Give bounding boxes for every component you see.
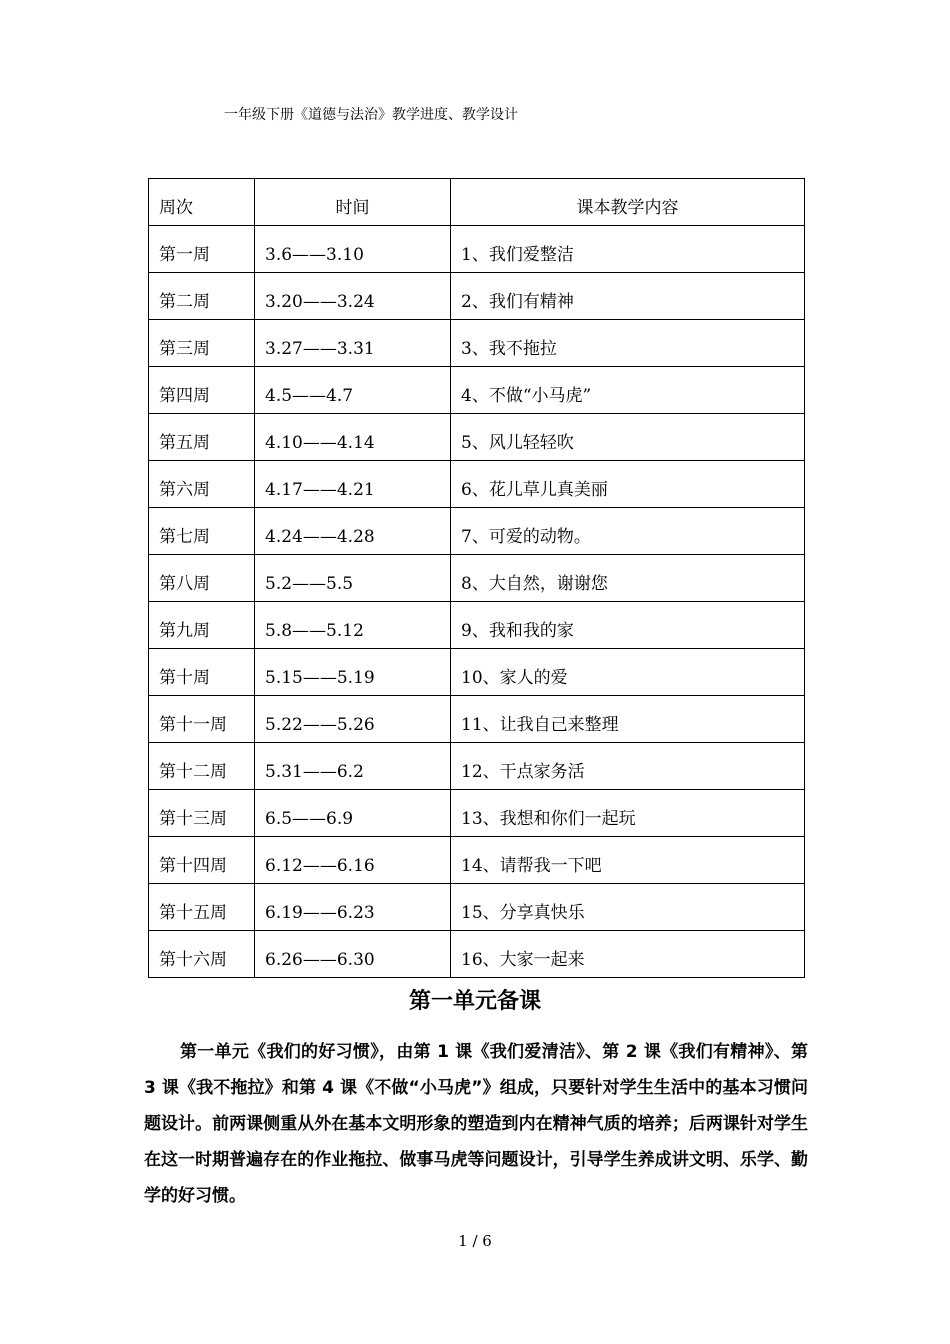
table-row — [149, 649, 805, 696]
table-row — [149, 320, 805, 367]
time-cell: 4.5——4.7 — [255, 367, 451, 414]
time-cell: 5.31——6.2 — [255, 743, 451, 790]
content-cell: 11、让我自己来整理 — [451, 696, 805, 743]
table-row — [149, 508, 805, 555]
week-cell: 第十二周 — [149, 743, 255, 790]
time-cell: 3.6——3.10 — [255, 226, 451, 273]
table-body — [149, 226, 805, 978]
table-row — [149, 884, 805, 931]
week-cell: 第二周 — [149, 273, 255, 320]
content-cell: 13、我想和你们一起玩 — [451, 790, 805, 837]
table-row — [149, 602, 805, 649]
week-cell: 第六周 — [149, 461, 255, 508]
table-row — [149, 696, 805, 743]
table-row — [149, 414, 805, 461]
content-cell: 5、风儿轻轻吹 — [451, 414, 805, 461]
week-cell: 第八周 — [149, 555, 255, 602]
table-row — [149, 273, 805, 320]
section-title: 第一单元备课 — [408, 989, 541, 1014]
time-cell: 5.15——5.19 — [255, 649, 451, 696]
time-cell: 5.8——5.12 — [255, 602, 451, 649]
table-row — [149, 743, 805, 790]
time-cell: 6.5——6.9 — [255, 790, 451, 837]
document-title: 一年级下册《道德与法治》教学进度、教学设计 — [224, 107, 518, 123]
content-cell: 3、我不拖拉 — [451, 320, 805, 367]
week-cell: 第十三周 — [149, 790, 255, 837]
content-cell: 12、干点家务活 — [451, 743, 805, 790]
week-cell: 第五周 — [149, 414, 255, 461]
week-cell: 第十五周 — [149, 884, 255, 931]
time-cell: 4.17——4.21 — [255, 461, 451, 508]
week-cell: 第十四周 — [149, 837, 255, 884]
week-cell: 第九周 — [149, 602, 255, 649]
table-row — [149, 790, 805, 837]
time-cell: 6.12——6.16 — [255, 837, 451, 884]
content-cell: 4、不做“小马虎” — [451, 367, 805, 414]
content-cell: 15、分享真快乐 — [451, 884, 805, 931]
week-cell: 第三周 — [149, 320, 255, 367]
time-cell: 5.22——5.26 — [255, 696, 451, 743]
week-cell: 第七周 — [149, 508, 255, 555]
content-cell: 6、花儿草儿真美丽 — [451, 461, 805, 508]
week-cell: 第十周 — [149, 649, 255, 696]
time-cell: 6.19——6.23 — [255, 884, 451, 931]
content-cell: 1、我们爱整洁 — [451, 226, 805, 273]
table-header-row — [149, 179, 805, 226]
week-cell: 第四周 — [149, 367, 255, 414]
header-week: 周次 — [149, 179, 255, 226]
week-cell: 第十六周 — [149, 931, 255, 978]
table-row — [149, 367, 805, 414]
section-intro-paragraph: 第一单元《我们的好习惯》，由第 1 课《我们爱清洁》、第 2 课《我们有精神》、第 3 课《我不拖拉》和第 4 课《不做“小马虎”》组成，只要针对学生生活中的基本习惯问题设计。前两课侧重从外在基本文明形象的塑造到内在精神气质的培养；后两课针对学生在这一时期普遍存在的作业拖拉、做事马虎等问题设计，引导学生养成讲文明、乐学、勤学的好习惯。 — [144, 1042, 808, 1206]
time-cell: 3.20——3.24 — [255, 273, 451, 320]
content-cell: 9、我和我的家 — [451, 602, 805, 649]
time-cell: 5.2——5.5 — [255, 555, 451, 602]
page-number: 1 / 6 — [458, 1232, 492, 1250]
time-cell: 3.27——3.31 — [255, 320, 451, 367]
table-row — [149, 226, 805, 273]
week-cell: 第十一周 — [149, 696, 255, 743]
time-cell: 6.26——6.30 — [255, 931, 451, 978]
header-time: 时间 — [255, 179, 451, 226]
table-row — [149, 837, 805, 884]
time-cell: 4.24——4.28 — [255, 508, 451, 555]
content-cell: 2、我们有精神 — [451, 273, 805, 320]
header-content: 课本教学内容 — [451, 179, 805, 226]
week-cell: 第一周 — [149, 226, 255, 273]
teaching-schedule-table — [148, 178, 805, 978]
content-cell: 16、大家一起来 — [451, 931, 805, 978]
table-row — [149, 555, 805, 602]
content-cell: 8、大自然，谢谢您 — [451, 555, 805, 602]
content-cell: 7、可爱的动物。 — [451, 508, 805, 555]
content-cell: 14、请帮我一下吧 — [451, 837, 805, 884]
table-row — [149, 931, 805, 978]
content-cell: 10、家人的爱 — [451, 649, 805, 696]
time-cell: 4.10——4.14 — [255, 414, 451, 461]
table-row — [149, 461, 805, 508]
